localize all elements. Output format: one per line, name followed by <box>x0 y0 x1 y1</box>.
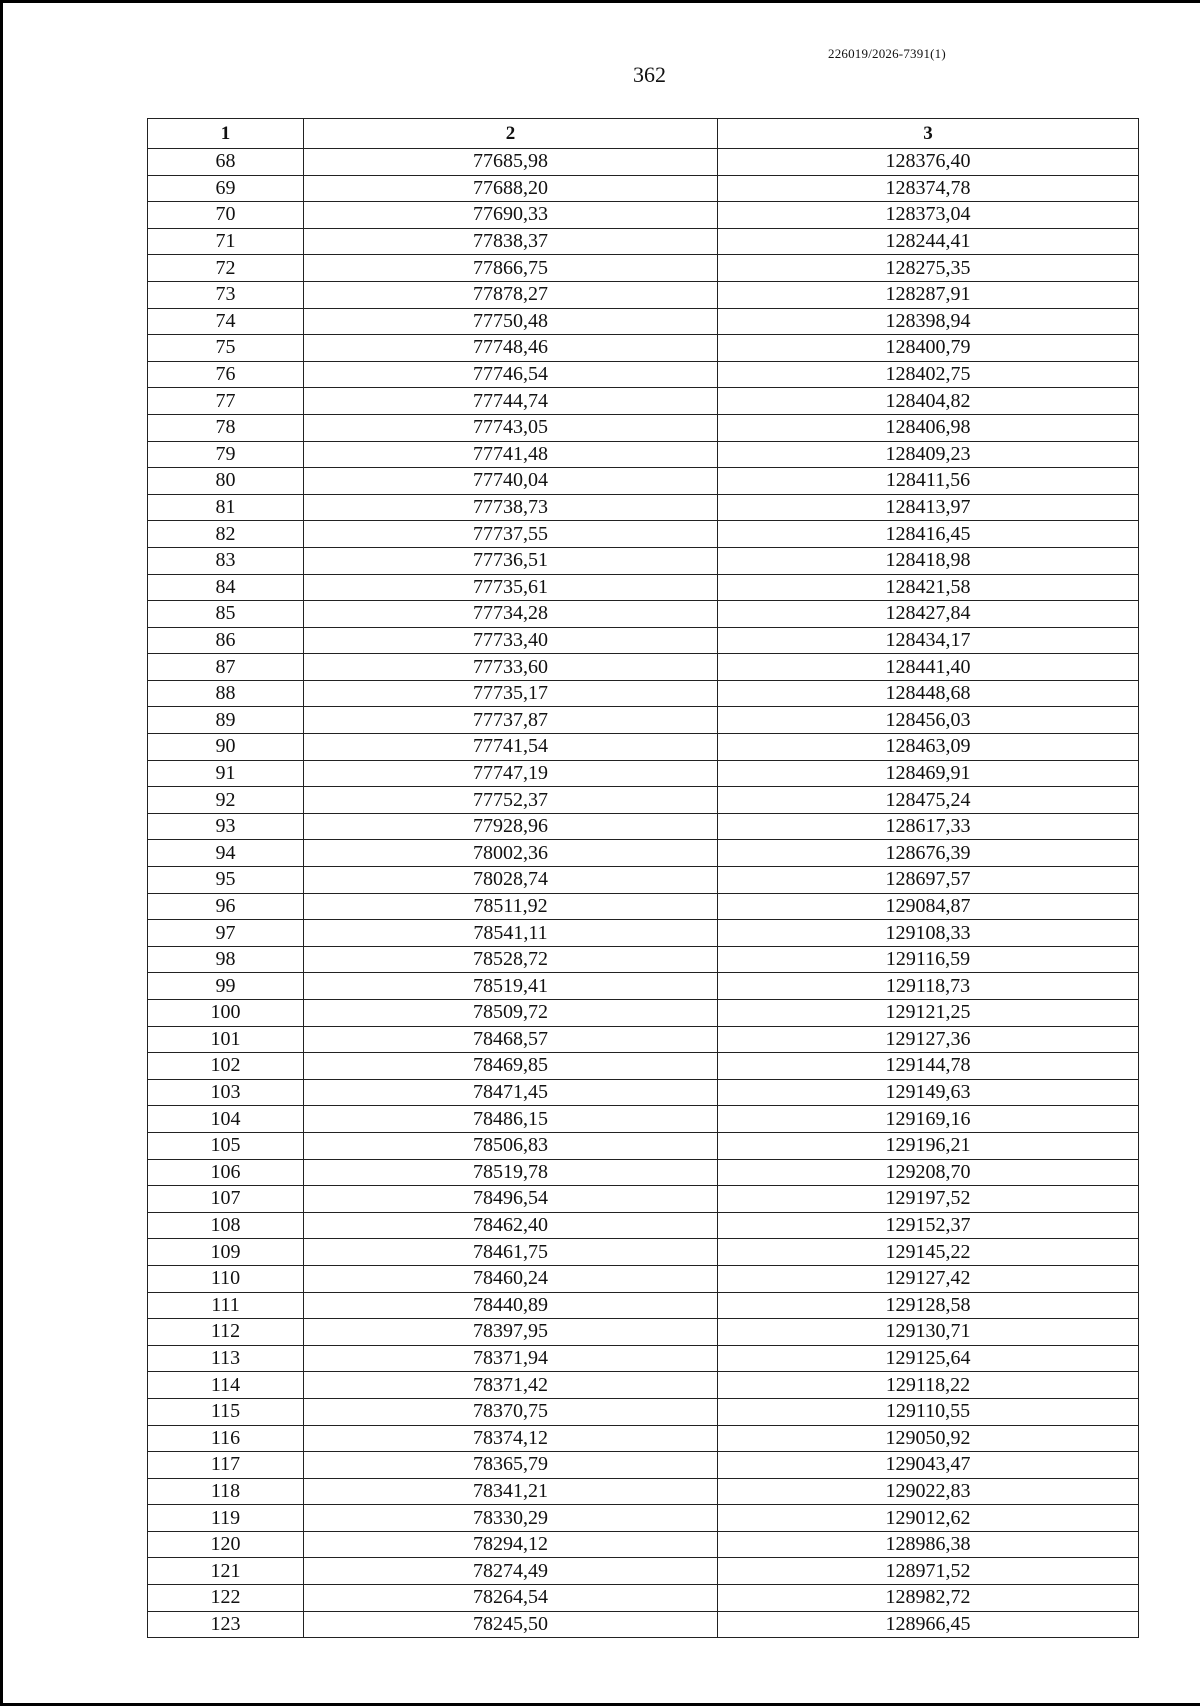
point-number-cell: 107 <box>148 1186 304 1213</box>
point-number-cell: 105 <box>148 1132 304 1159</box>
coordinate-y-cell: 128376,40 <box>718 149 1139 176</box>
coordinate-x-cell: 78371,94 <box>304 1345 718 1372</box>
coordinate-y-cell: 128413,97 <box>718 494 1139 521</box>
table-row <box>148 601 1139 628</box>
point-number-cell: 82 <box>148 521 304 548</box>
coordinate-y-cell: 128986,38 <box>718 1531 1139 1558</box>
coordinate-x-cell: 78511,92 <box>304 893 718 920</box>
table-row <box>148 1372 1139 1399</box>
point-number-cell: 100 <box>148 1000 304 1027</box>
point-number-cell: 80 <box>148 468 304 495</box>
coordinate-y-cell: 129084,87 <box>718 893 1139 920</box>
table-row <box>148 574 1139 601</box>
point-number-cell: 123 <box>148 1611 304 1638</box>
table-body <box>148 149 1139 1638</box>
table-row <box>148 867 1139 894</box>
table-row <box>148 1611 1139 1638</box>
point-number-cell: 70 <box>148 202 304 229</box>
table-row <box>148 255 1139 282</box>
coordinate-x-cell: 78541,11 <box>304 920 718 947</box>
coordinate-x-cell: 77737,55 <box>304 521 718 548</box>
table-row <box>148 1026 1139 1053</box>
coordinate-y-cell: 129022,83 <box>718 1478 1139 1505</box>
point-number-cell: 87 <box>148 654 304 681</box>
table-row <box>148 707 1139 734</box>
coordinate-x-cell: 77736,51 <box>304 547 718 574</box>
coordinate-x-cell: 77733,60 <box>304 654 718 681</box>
coordinate-y-cell: 128374,78 <box>718 175 1139 202</box>
coordinate-x-cell: 78486,15 <box>304 1106 718 1133</box>
coordinate-x-cell: 77748,46 <box>304 335 718 362</box>
coordinate-x-cell: 77733,40 <box>304 627 718 654</box>
coordinate-y-cell: 129043,47 <box>718 1452 1139 1479</box>
table-row <box>148 1186 1139 1213</box>
coordinate-y-cell: 128418,98 <box>718 547 1139 574</box>
coordinate-y-cell: 128475,24 <box>718 787 1139 814</box>
table-row <box>148 893 1139 920</box>
point-number-cell: 90 <box>148 734 304 761</box>
table-row <box>148 813 1139 840</box>
point-number-cell: 111 <box>148 1292 304 1319</box>
table-row <box>148 734 1139 761</box>
coordinate-y-cell: 128982,72 <box>718 1585 1139 1612</box>
table-row <box>148 1425 1139 1452</box>
point-number-cell: 81 <box>148 494 304 521</box>
coordinate-x-cell: 78509,72 <box>304 1000 718 1027</box>
point-number-cell: 68 <box>148 149 304 176</box>
point-number-cell: 117 <box>148 1452 304 1479</box>
coordinate-x-cell: 78371,42 <box>304 1372 718 1399</box>
coordinate-y-cell: 128373,04 <box>718 202 1139 229</box>
coordinate-y-cell: 129169,16 <box>718 1106 1139 1133</box>
coordinate-y-cell: 128411,56 <box>718 468 1139 495</box>
table-row <box>148 654 1139 681</box>
point-number-cell: 88 <box>148 680 304 707</box>
coordinate-y-cell: 128398,94 <box>718 308 1139 335</box>
table-row <box>148 468 1139 495</box>
coordinate-y-cell: 129050,92 <box>718 1425 1139 1452</box>
coordinate-y-cell: 129197,52 <box>718 1186 1139 1213</box>
coordinate-x-cell: 77866,75 <box>304 255 718 282</box>
coordinate-x-cell: 77741,48 <box>304 441 718 468</box>
point-number-cell: 97 <box>148 920 304 947</box>
coordinate-y-cell: 128402,75 <box>718 361 1139 388</box>
table-row <box>148 1106 1139 1133</box>
table-row <box>148 1398 1139 1425</box>
column-header-3: 3 <box>718 119 1139 149</box>
coordinate-y-cell: 128441,40 <box>718 654 1139 681</box>
table-row <box>148 1159 1139 1186</box>
point-number-cell: 108 <box>148 1212 304 1239</box>
table-row <box>148 1478 1139 1505</box>
table-row <box>148 1132 1139 1159</box>
point-number-cell: 89 <box>148 707 304 734</box>
point-number-cell: 98 <box>148 946 304 973</box>
point-number-cell: 104 <box>148 1106 304 1133</box>
page-number: 362 <box>633 62 666 87</box>
table-row <box>148 973 1139 1000</box>
coordinate-y-cell: 128275,35 <box>718 255 1139 282</box>
coordinate-x-cell: 77744,74 <box>304 388 718 415</box>
coordinate-x-cell: 77743,05 <box>304 414 718 441</box>
coordinate-y-cell: 129149,63 <box>718 1079 1139 1106</box>
point-number-cell: 109 <box>148 1239 304 1266</box>
table-row <box>148 1292 1139 1319</box>
point-number-cell: 114 <box>148 1372 304 1399</box>
coordinate-y-cell: 129208,70 <box>718 1159 1139 1186</box>
column-header-1: 1 <box>148 119 304 149</box>
coordinate-y-cell: 128456,03 <box>718 707 1139 734</box>
coordinate-y-cell: 129144,78 <box>718 1053 1139 1080</box>
table-row <box>148 414 1139 441</box>
coordinate-x-cell: 77838,37 <box>304 228 718 255</box>
coordinate-y-cell: 129110,55 <box>718 1398 1139 1425</box>
coordinate-y-cell: 129127,36 <box>718 1026 1139 1053</box>
table-row <box>148 1212 1139 1239</box>
point-number-cell: 91 <box>148 760 304 787</box>
coordinate-y-cell: 129118,22 <box>718 1372 1139 1399</box>
point-number-cell: 110 <box>148 1265 304 1292</box>
coordinate-x-cell: 78468,57 <box>304 1026 718 1053</box>
coordinate-y-cell: 128406,98 <box>718 414 1139 441</box>
point-number-cell: 94 <box>148 840 304 867</box>
table-row <box>148 202 1139 229</box>
coordinate-y-cell: 128434,17 <box>718 627 1139 654</box>
coordinate-x-cell: 77688,20 <box>304 175 718 202</box>
coordinate-x-cell: 77685,98 <box>304 149 718 176</box>
coordinates-table <box>147 118 1139 1638</box>
point-number-cell: 77 <box>148 388 304 415</box>
table-row <box>148 1319 1139 1346</box>
coordinate-y-cell: 128676,39 <box>718 840 1139 867</box>
coordinate-x-cell: 78528,72 <box>304 946 718 973</box>
table-row <box>148 1265 1139 1292</box>
coordinate-x-cell: 78469,85 <box>304 1053 718 1080</box>
coordinate-x-cell: 78264,54 <box>304 1585 718 1612</box>
table-row <box>148 388 1139 415</box>
point-number-cell: 99 <box>148 973 304 1000</box>
coordinate-x-cell: 78462,40 <box>304 1212 718 1239</box>
coordinate-x-cell: 78028,74 <box>304 867 718 894</box>
table-row <box>148 1531 1139 1558</box>
coordinate-x-cell: 78496,54 <box>304 1186 718 1213</box>
coordinate-y-cell: 129116,59 <box>718 946 1139 973</box>
point-number-cell: 101 <box>148 1026 304 1053</box>
point-number-cell: 118 <box>148 1478 304 1505</box>
coordinate-y-cell: 129125,64 <box>718 1345 1139 1372</box>
coordinate-y-cell: 128469,91 <box>718 760 1139 787</box>
point-number-cell: 102 <box>148 1053 304 1080</box>
table-row <box>148 627 1139 654</box>
coordinate-y-cell: 128448,68 <box>718 680 1139 707</box>
coordinate-y-cell: 129121,25 <box>718 1000 1139 1027</box>
coordinate-x-cell: 77734,28 <box>304 601 718 628</box>
table-row <box>148 547 1139 574</box>
table-row <box>148 840 1139 867</box>
coordinate-x-cell: 78330,29 <box>304 1505 718 1532</box>
point-number-cell: 74 <box>148 308 304 335</box>
point-number-cell: 96 <box>148 893 304 920</box>
coordinate-x-cell: 77752,37 <box>304 787 718 814</box>
table-row <box>148 335 1139 362</box>
point-number-cell: 113 <box>148 1345 304 1372</box>
table-row <box>148 494 1139 521</box>
table-row <box>148 1452 1139 1479</box>
table-row <box>148 1053 1139 1080</box>
coordinate-y-cell: 128971,52 <box>718 1558 1139 1585</box>
point-number-cell: 112 <box>148 1319 304 1346</box>
table-row <box>148 1079 1139 1106</box>
coordinate-x-cell: 78519,78 <box>304 1159 718 1186</box>
table-row <box>148 1585 1139 1612</box>
point-number-cell: 85 <box>148 601 304 628</box>
point-number-cell: 120 <box>148 1531 304 1558</box>
coordinate-y-cell: 128617,33 <box>718 813 1139 840</box>
coordinate-x-cell: 77690,33 <box>304 202 718 229</box>
point-number-cell: 84 <box>148 574 304 601</box>
coordinate-x-cell: 78440,89 <box>304 1292 718 1319</box>
coordinate-x-cell: 78471,45 <box>304 1079 718 1106</box>
table-row <box>148 521 1139 548</box>
coordinate-x-cell: 77747,19 <box>304 760 718 787</box>
coordinate-x-cell: 77740,04 <box>304 468 718 495</box>
point-number-cell: 72 <box>148 255 304 282</box>
point-number-cell: 79 <box>148 441 304 468</box>
table-row <box>148 787 1139 814</box>
table-row <box>148 1000 1139 1027</box>
coordinate-y-cell: 128463,09 <box>718 734 1139 761</box>
point-number-cell: 69 <box>148 175 304 202</box>
table-row <box>148 308 1139 335</box>
coordinate-y-cell: 129130,71 <box>718 1319 1139 1346</box>
point-number-cell: 71 <box>148 228 304 255</box>
table-header-row <box>148 119 1139 149</box>
coordinate-x-cell: 78397,95 <box>304 1319 718 1346</box>
coordinate-x-cell: 78374,12 <box>304 1425 718 1452</box>
coordinate-x-cell: 78365,79 <box>304 1452 718 1479</box>
coordinate-x-cell: 78519,41 <box>304 973 718 1000</box>
coordinate-x-cell: 77741,54 <box>304 734 718 761</box>
point-number-cell: 121 <box>148 1558 304 1585</box>
point-number-cell: 73 <box>148 281 304 308</box>
coordinate-y-cell: 129118,73 <box>718 973 1139 1000</box>
point-number-cell: 78 <box>148 414 304 441</box>
coordinate-x-cell: 77746,54 <box>304 361 718 388</box>
coordinate-y-cell: 128404,82 <box>718 388 1139 415</box>
coordinate-x-cell: 78461,75 <box>304 1239 718 1266</box>
coordinate-y-cell: 129152,37 <box>718 1212 1139 1239</box>
point-number-cell: 86 <box>148 627 304 654</box>
table-row <box>148 361 1139 388</box>
coordinate-x-cell: 77750,48 <box>304 308 718 335</box>
point-number-cell: 76 <box>148 361 304 388</box>
point-number-cell: 95 <box>148 867 304 894</box>
table-row <box>148 920 1139 947</box>
coordinate-y-cell: 128400,79 <box>718 335 1139 362</box>
coordinate-y-cell: 128244,41 <box>718 228 1139 255</box>
table-row <box>148 441 1139 468</box>
coordinate-x-cell: 78370,75 <box>304 1398 718 1425</box>
coordinate-y-cell: 128966,45 <box>718 1611 1139 1638</box>
table-row <box>148 228 1139 255</box>
coordinate-x-cell: 77737,87 <box>304 707 718 734</box>
point-number-cell: 106 <box>148 1159 304 1186</box>
coordinate-x-cell: 78245,50 <box>304 1611 718 1638</box>
page-border-top <box>0 0 1200 3</box>
point-number-cell: 115 <box>148 1398 304 1425</box>
point-number-cell: 75 <box>148 335 304 362</box>
coordinate-x-cell: 78460,24 <box>304 1265 718 1292</box>
coordinate-y-cell: 128697,57 <box>718 867 1139 894</box>
coordinate-y-cell: 129128,58 <box>718 1292 1139 1319</box>
table-row <box>148 281 1139 308</box>
coordinates-table-container <box>147 118 1138 1638</box>
table-row <box>148 149 1139 176</box>
point-number-cell: 103 <box>148 1079 304 1106</box>
coordinate-x-cell: 77735,17 <box>304 680 718 707</box>
table-row <box>148 1239 1139 1266</box>
point-number-cell: 119 <box>148 1505 304 1532</box>
coordinate-x-cell: 78274,49 <box>304 1558 718 1585</box>
table-row <box>148 1558 1139 1585</box>
point-number-cell: 83 <box>148 547 304 574</box>
table-row <box>148 680 1139 707</box>
coordinate-y-cell: 128427,84 <box>718 601 1139 628</box>
point-number-cell: 116 <box>148 1425 304 1452</box>
coordinate-x-cell: 78506,83 <box>304 1132 718 1159</box>
document-reference: 226019/2026-7391(1) <box>828 46 946 61</box>
table-row <box>148 175 1139 202</box>
page-border-left <box>0 0 3 1706</box>
coordinate-x-cell: 78294,12 <box>304 1531 718 1558</box>
coordinate-x-cell: 78341,21 <box>304 1478 718 1505</box>
table-row <box>148 1505 1139 1532</box>
table-row <box>148 946 1139 973</box>
coordinate-y-cell: 128416,45 <box>718 521 1139 548</box>
coordinate-y-cell: 129145,22 <box>718 1239 1139 1266</box>
point-number-cell: 122 <box>148 1585 304 1612</box>
coordinate-y-cell: 128421,58 <box>718 574 1139 601</box>
table-row <box>148 1345 1139 1372</box>
coordinate-y-cell: 129196,21 <box>718 1132 1139 1159</box>
coordinate-x-cell: 78002,36 <box>304 840 718 867</box>
coordinate-y-cell: 128287,91 <box>718 281 1139 308</box>
point-number-cell: 92 <box>148 787 304 814</box>
coordinate-x-cell: 77738,73 <box>304 494 718 521</box>
coordinate-x-cell: 77735,61 <box>304 574 718 601</box>
coordinate-y-cell: 128409,23 <box>718 441 1139 468</box>
coordinate-x-cell: 77928,96 <box>304 813 718 840</box>
coordinate-y-cell: 129127,42 <box>718 1265 1139 1292</box>
column-header-2: 2 <box>304 119 718 149</box>
table-row <box>148 760 1139 787</box>
coordinate-x-cell: 77878,27 <box>304 281 718 308</box>
coordinate-y-cell: 129012,62 <box>718 1505 1139 1532</box>
point-number-cell: 93 <box>148 813 304 840</box>
coordinate-y-cell: 129108,33 <box>718 920 1139 947</box>
